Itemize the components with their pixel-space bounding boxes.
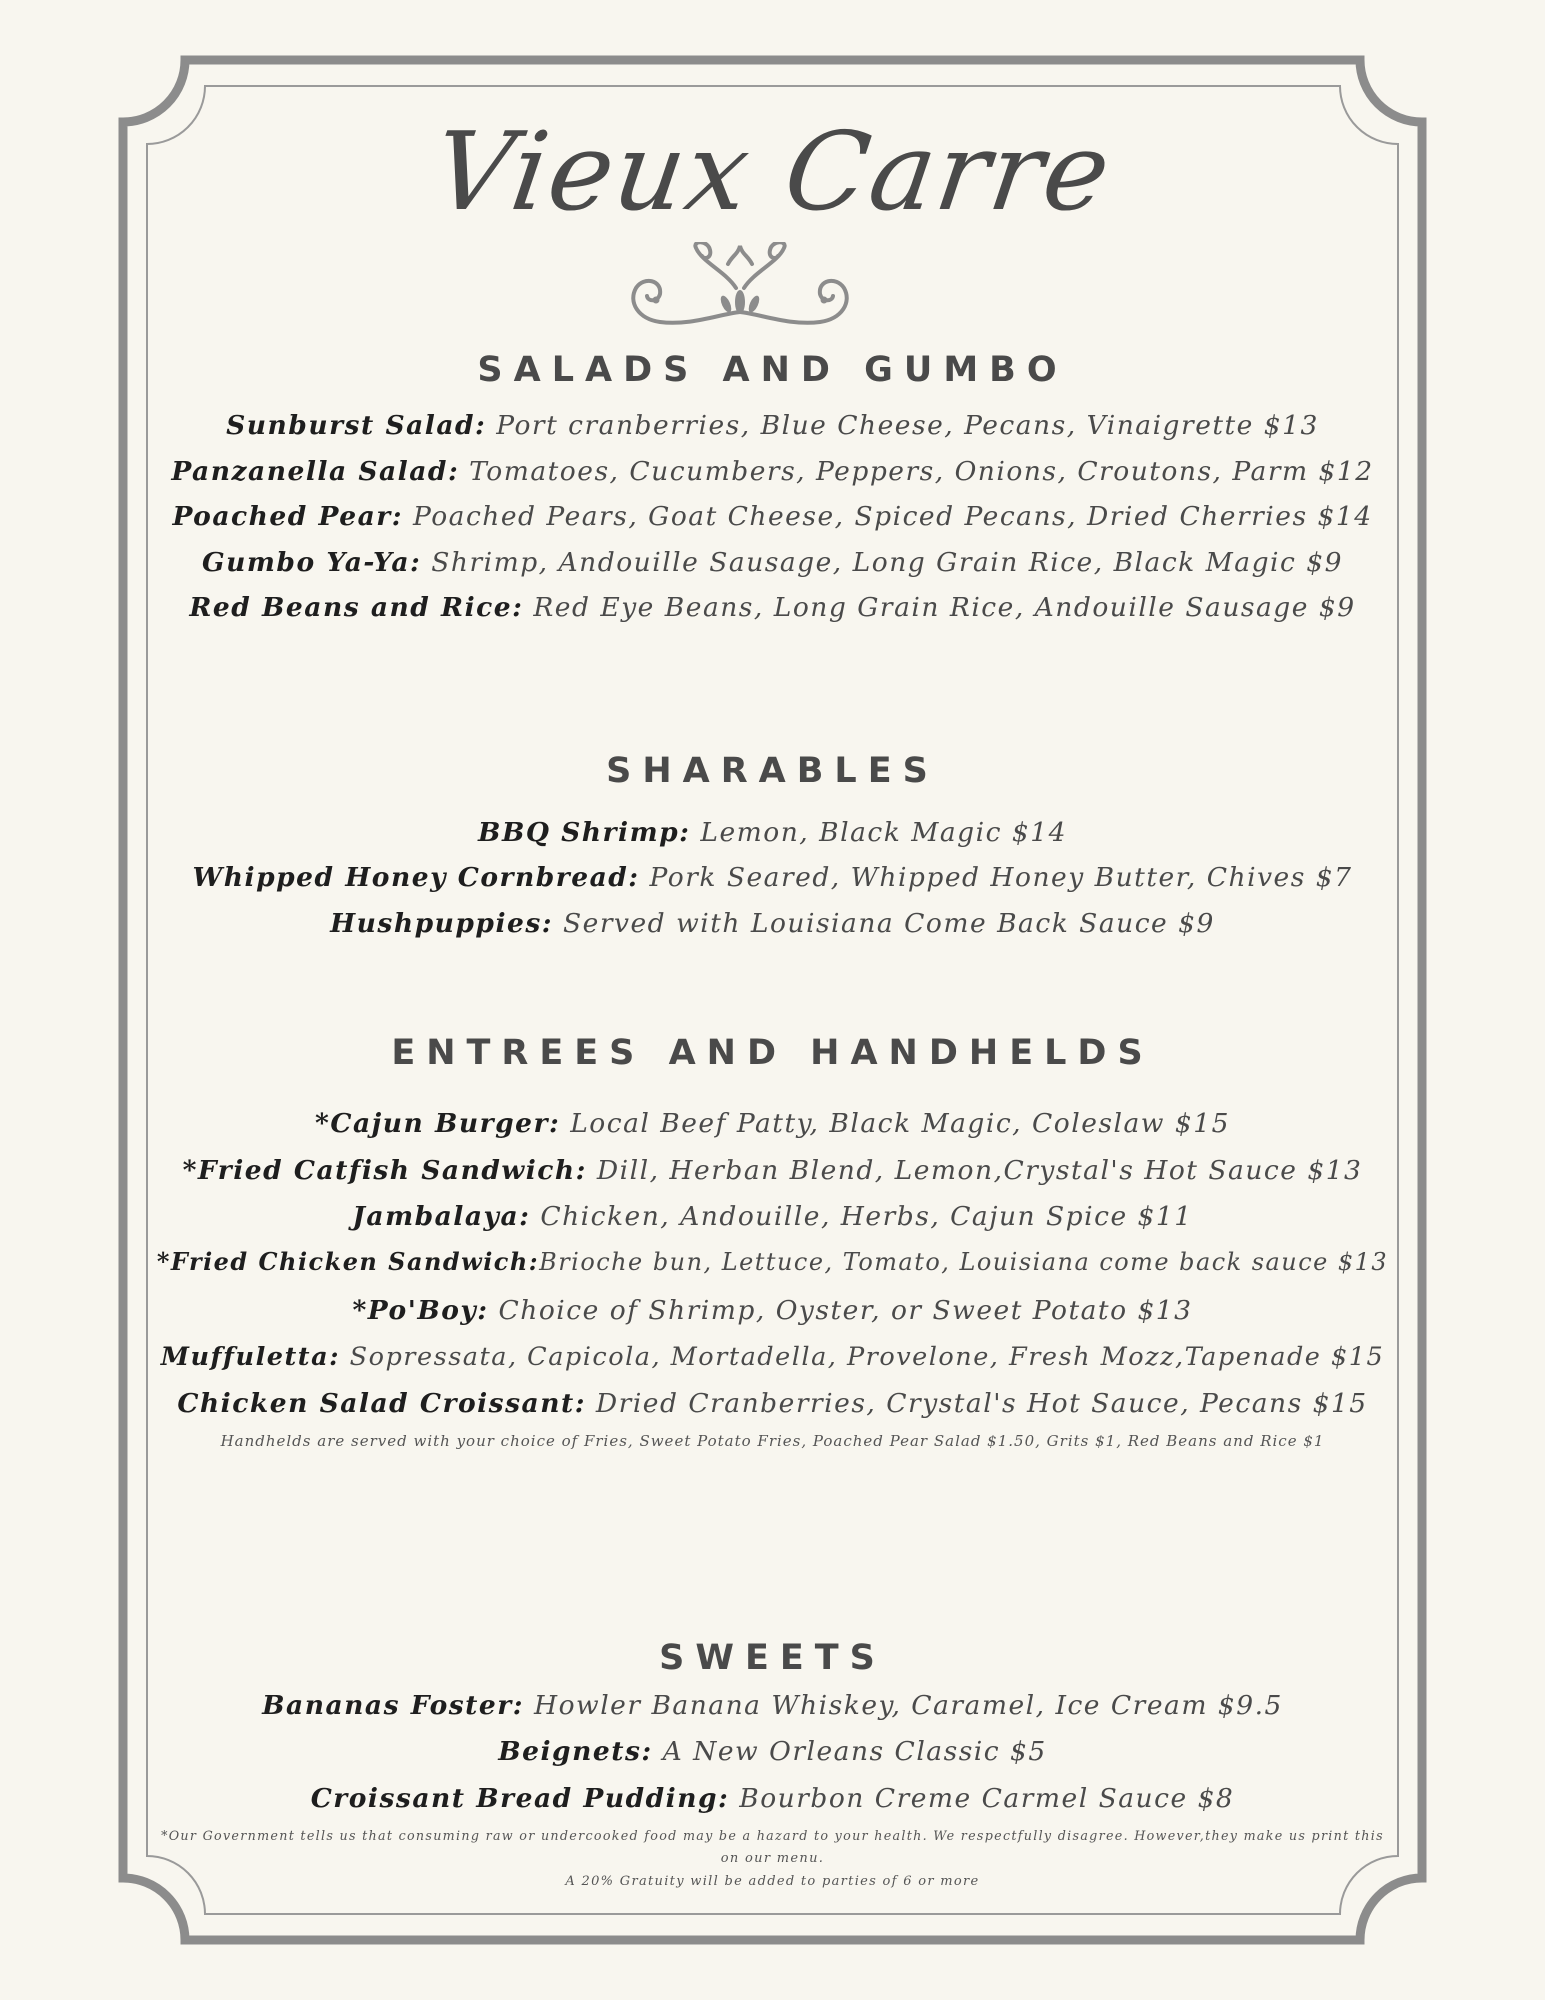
handhelds-sides-note: Handhelds are served with your choice of Fries, Sweet Potato Fries, Poached Pear Salad $1.50, Grits $1, Red Beans and Rice $1 [220, 1432, 1325, 1450]
menu-item: BBQ Shrimp: Lemon, Black Magic $14 [478, 817, 1067, 848]
menu-item: Jambalaya: Chicken, Andouille, Herbs, Cajun Spice $11 [352, 1201, 1193, 1232]
menu-item: Bananas Foster: Howler Banana Whiskey, Caramel, Ice Cream $9.5 [262, 1690, 1283, 1721]
menu-item: Beignets: A New Orleans Classic $5 [498, 1736, 1047, 1767]
gratuity-note: A 20% Gratuity will be added to parties of 6 or more [565, 1874, 980, 1889]
section-heading-sharables: SHARABLES [606, 751, 939, 791]
menu-item: *Cajun Burger: Local Beef Patty, Black Magic, Coleslaw $15 [315, 1108, 1230, 1139]
menu-item: Chicken Salad Croissant: Dried Cranberries, Crystal's Hot Sauce, Pecans $15 [177, 1388, 1368, 1419]
section-heading-salads: SALADS AND GUMBO [477, 350, 1068, 390]
menu-item: Gumbo Ya-Ya: Shrimp, Andouille Sausage, Long Grain Rice, Black Magic $9 [201, 547, 1343, 578]
menu-item: *Po'Boy: Choice of Shrimp, Oyster, or Sweet Potato $13 [352, 1295, 1193, 1326]
section-heading-entrees: ENTREES AND HANDHELDS [391, 1033, 1154, 1073]
menu-item: Panzanella Salad: Tomatoes, Cucumbers, Peppers, Onions, Croutons, Parm $12 [171, 456, 1374, 487]
menu-item: Croissant Bread Pudding: Bourbon Creme Carmel Sauce $8 [310, 1783, 1235, 1814]
menu-item: Hushpuppies: Served with Louisiana Come Back Sauce $9 [330, 908, 1215, 939]
menu-item: Whipped Honey Cornbread: Pork Seared, Whipped Honey Butter, Chives $7 [192, 862, 1353, 893]
restaurant-name: Vieux Carre [425, 110, 1120, 235]
health-disclaimer: *Our Government tells us that consuming raw or undercooked food may be a hazard to your health. We respectfully disagree. However,they make us print this [161, 1828, 1384, 1843]
menu-item: Poached Pear: Poached Pears, Goat Cheese, Spiced Pecans, Dried Cherries $14 [172, 501, 1373, 532]
section-heading-sweets: SWEETS [659, 1638, 886, 1678]
flourish-ornament-icon [620, 242, 860, 334]
menu-item: *Fried Chicken Sandwich:Brioche bun, Lettuce, Tomato, Louisiana come back sauce $13 [156, 1248, 1389, 1276]
menu-item: Sunburst Salad: Port cranberries, Blue Cheese, Pecans, Vinaigrette $13 [226, 410, 1319, 441]
health-disclaimer-continued: on our menu. [720, 1851, 825, 1866]
menu-item: Muffuletta: Sopressata, Capicola, Mortadella, Provelone, Fresh Mozz,Tapenade $15 [160, 1342, 1385, 1372]
menu-item: *Fried Catfish Sandwich: Dill, Herban Blend, Lemon,Crystal's Hot Sauce $13 [182, 1155, 1363, 1186]
menu-item: Red Beans and Rice: Red Eye Beans, Long Grain Rice, Andouille Sausage $9 [189, 592, 1356, 623]
